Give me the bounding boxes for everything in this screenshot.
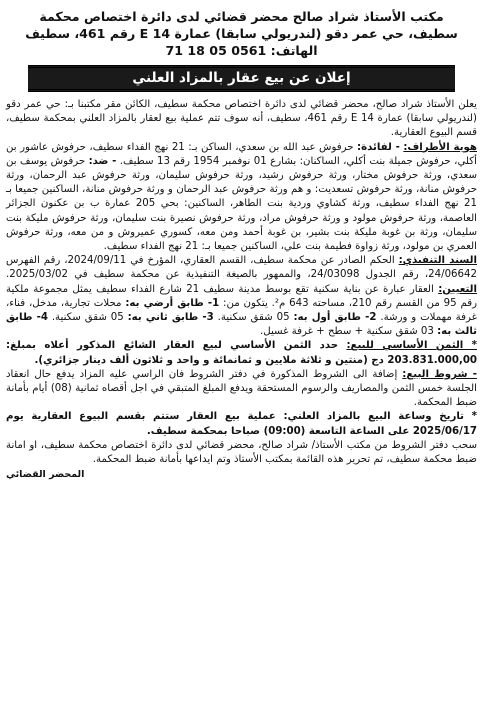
designation-text: العقار عبارة عن بناية سكنية تقع بوسط مدينة سطيف 21 شارع الفداء سطيف يمثل مجموعة ملكية رقم 95 من القسم رقم 210، مساحته 643 م². يتكون من: [6, 283, 478, 309]
second-floor-text: 05 شقق سكنية. [51, 312, 124, 324]
second-floor-label: 3- طابق ثاني به: [127, 312, 214, 324]
against-label: - ضد: [88, 155, 117, 167]
beneficiary-text: حرفوش عبد الله بن سعدي، الساكن بـ: 21 نهج الفداء سطيف، حرفوش عاشور بن أكلي، حرفوش جميلة بنت أكلي، الساكنان: بشارع 01 نوفمبر 1954 رقم 13 سطيف. [6, 141, 477, 167]
third-floor-text: 03 شقق سكنية + سطح + غرفة غسيل. [259, 326, 434, 338]
office-header [6, 8, 477, 59]
price-label: * الثمن الأساسي للبيع: [346, 340, 477, 352]
ground-floor-text: محلات تجارية، مدخل، فناء، غرفة مهملات و ورشة. [6, 297, 477, 324]
conditions-section [6, 368, 477, 411]
sale-date-section [6, 410, 477, 438]
deed-section [6, 254, 477, 339]
beneficiary-label: - لفائدة: [357, 141, 400, 153]
price-text: حدد الثمن الأساسي لبيع العقار الشائع المذكور أعلاه بمبلغ: 203.831.000,00 دج (منتين و ثلاثة ملايين و ثمانمائة و واحد و ثلاثون ألف دينار جزائري). [6, 340, 477, 366]
sale-date-text: عملية بيع العقار ستتم بقسم البيوع العقارية يوم 2025/06/17 على الساعة التاسعة (09:00) صباحا بمحكمة سطيف. [6, 411, 477, 437]
deed-text: الحكم الصادر عن محكمة سطيف، القسم العقاري، المؤرخ في 2024/09/11، رقم الفهرس 24/06642، رقم الجدول 24/03098، والممهور بالصيغة التنفيذية عن محكمة سطيف في 2025/03/02. [6, 255, 477, 281]
conditions-label: - شروط البيع: [402, 368, 477, 380]
phone-number: 71 18 05 0561 [165, 43, 267, 58]
price-section [6, 339, 477, 367]
deed-label: السند التنفيذي: [398, 255, 477, 267]
parties-section [6, 141, 477, 255]
phone-label: الهاتف: [270, 43, 318, 58]
first-floor-text: 05 شقق سكنية. [217, 312, 290, 324]
parties-heading: هوية الأطراف: [403, 141, 477, 153]
against-text: حرفوش يوسف بن سعدي، ورثة حرفوش مختار، ورثة حرفوش رشيد، ورثة حرفوش سليمان، ورثة حرفوش عبد الرحمان، ورثة حرفوش منانة، ورثة حرفوش تسعديت: و هم ورثة حرفوش عبد الرحمان و ورثة حرفوش منانة، الساكنين جميعا بـ 21 نهج الفداء سطيف، ورثة كشاوي وردية بنت الطاهر، الساكنين: بحي 205 عمارة ب بن عكنون الجزائر العاصمة، ورثة حرفوش مولود و ورثة حرفوش مراد، ورثة حرفوش نصيرة بنت سليمان، ورثة حرفوش مليكة بنت سليمان، ورثة بن غوبة مليكة بنت بشير، بن غوبة أحمد ومن معه، كسوري عميروش و من معه، ورثة حرفوش العمري بن مولود، ورثة زواوة فطيمة بنت علي، الساكنين جميعا بـ: 21 نهج الفداء سطيف. [6, 155, 477, 253]
notice-title-banner: إعلان عن بيع عقار بالمزاد العلني [28, 65, 455, 92]
ground-floor-label: 1- طابق أرضي به: [125, 297, 220, 309]
bailiff-signature: المحضر القضائي [6, 469, 85, 481]
sale-date-label: * تاريخ وساعة البيع بالمزاد العلني: [283, 411, 478, 423]
conditions-text: إضافة الى الشروط المذكورة في دفتر الشروط فان الراسي عليه المزاد يدفع حال انعقاد الجلسة خمس الثمن والمصاريف والرسوم المستحقة ويدفع المبلغ المتبقي في اجل أقصاه ثمانية (08) أيام بأمانة ضبط المحكمة. [6, 368, 477, 409]
header-line-2: سطيف، حي عمر دقو (لندريولي سابقا) عمارة E 14 رقم 461، سطيف [25, 26, 458, 41]
closing-paragraph: سحب دفتر الشروط من مكتب الأستاذ/ شراد صالح، محضر قضائي لدى دائرة اختصاص محكمة سطيف، او امانة ضبط محكمة سطيف، تم تحرير هذه القائمة بمكتب الأستاذ وتم ايداعها بأمانة ضبط المحكمة. [6, 439, 477, 466]
third-floor-label: 4- طابق ثالث به: [6, 312, 477, 338]
intro-paragraph: يعلن الأستاذ شراد صالح، محضر قضائي لدى دائرة اختصاص محكمة سطيف، الكائن مقر مكتبنا بـ: حي عمر دقو (لندريولي سابقا) عمارة E 14 رقم 461، سطيف، أنه سوف تتم عملية بيع لعقار بالمزاد العلني بمحكمة سطيف، قسم البيوع العقارية. [6, 99, 477, 139]
designation-label: التعيين: [438, 283, 477, 295]
first-floor-label: 2- طابق أول به: [293, 312, 377, 324]
header-line-1: مكتب الأستاذ شراد صالح محضر قضائي لدى دائرة اختصاص محكمة [39, 9, 444, 24]
phone-line [6, 42, 477, 59]
